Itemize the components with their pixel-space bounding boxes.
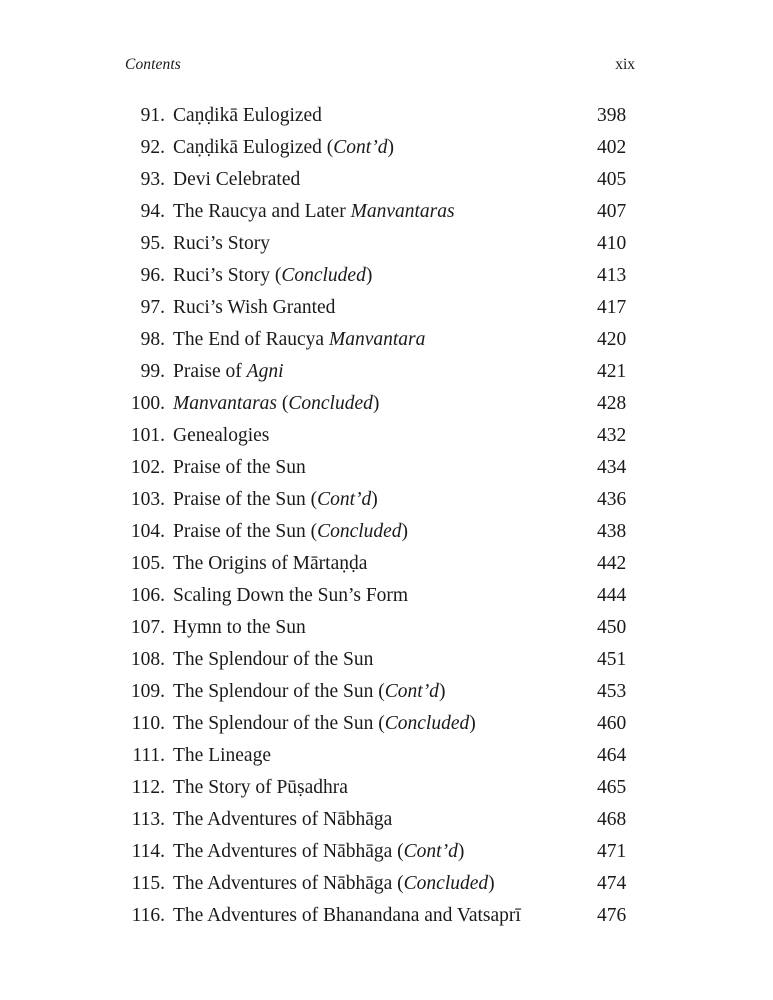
- toc-entry[interactable]: [0, 804, 773, 836]
- toc-entry[interactable]: [0, 484, 773, 516]
- toc-entry-number: 107.: [130, 617, 165, 638]
- toc-entry-title[interactable]: Devi Celebrated: [173, 169, 301, 190]
- toc-entry-title[interactable]: Praise of the Sun (Cont’d): [173, 489, 378, 510]
- toc-entry-number: 104.: [130, 521, 165, 542]
- toc-entry-title[interactable]: Caṇḍikā Eulogized: [173, 105, 322, 126]
- toc-entry-title[interactable]: Praise of the Sun (Concluded): [173, 521, 409, 542]
- toc-entry-title[interactable]: Praise of Agni: [173, 361, 284, 382]
- toc-entry-title[interactable]: The Adventures of Bhanandana and Vatsaprī: [173, 905, 521, 926]
- toc-entry-number: 103.: [130, 489, 165, 510]
- toc-entry-number: 106.: [130, 585, 165, 606]
- toc-entry-number: 114.: [131, 841, 165, 862]
- toc-entry-number: 101.: [130, 425, 165, 446]
- toc-entry-page-number: 451: [597, 649, 627, 670]
- toc-entry[interactable]: [0, 196, 773, 228]
- toc-entry-page-number: 438: [597, 521, 627, 542]
- toc-entry-number: 97.: [140, 297, 165, 318]
- running-head-title: Contents: [125, 56, 181, 73]
- toc-entry-number: 109.: [130, 681, 165, 702]
- toc-entry-number: 98.: [140, 329, 165, 350]
- table-of-contents: [0, 100, 773, 932]
- toc-entry[interactable]: [0, 580, 773, 612]
- toc-entry[interactable]: [0, 548, 773, 580]
- toc-entry-page-number: 464: [597, 745, 627, 766]
- toc-entry-title[interactable]: Ruci’s Story: [173, 233, 270, 254]
- toc-entry[interactable]: [0, 676, 773, 708]
- toc-entry[interactable]: [0, 708, 773, 740]
- toc-entry-title[interactable]: Caṇḍikā Eulogized (Cont’d): [173, 137, 394, 158]
- toc-entry-number: 108.: [130, 649, 165, 670]
- toc-entry-title[interactable]: Ruci’s Wish Granted: [173, 297, 336, 318]
- toc-entry[interactable]: [0, 260, 773, 292]
- toc-entry-number: 91.: [140, 105, 165, 126]
- toc-entry-title[interactable]: Hymn to the Sun: [173, 617, 306, 638]
- toc-entry[interactable]: [0, 324, 773, 356]
- toc-entry-page-number: 417: [597, 297, 627, 318]
- toc-entry-number: 96.: [140, 265, 165, 286]
- toc-entry-title[interactable]: The Raucya and Later Manvantaras: [173, 201, 455, 222]
- toc-entry-title[interactable]: The Splendour of the Sun: [173, 649, 374, 670]
- toc-entry-page-number: 436: [597, 489, 627, 510]
- toc-entry-title[interactable]: The Adventures of Nābhāga (Concluded): [173, 873, 495, 894]
- toc-entry-title[interactable]: Genealogies: [173, 425, 270, 446]
- toc-entry[interactable]: [0, 164, 773, 196]
- running-head: [125, 56, 635, 78]
- toc-entry-page-number: 476: [597, 905, 627, 926]
- toc-entry[interactable]: [0, 516, 773, 548]
- toc-entry-page-number: 420: [597, 329, 627, 350]
- toc-entry-page-number: 402: [597, 137, 627, 158]
- toc-entry[interactable]: [0, 132, 773, 164]
- toc-entry-page-number: 413: [597, 265, 627, 286]
- toc-entry-page-number: 465: [597, 777, 627, 798]
- toc-entry-title[interactable]: The Origins of Mārtaṇḍa: [173, 553, 368, 574]
- toc-entry-number: 99.: [140, 361, 165, 382]
- toc-entry-page-number: 410: [597, 233, 627, 254]
- toc-entry-page-number: 428: [597, 393, 627, 414]
- toc-entry-title[interactable]: The Adventures of Nābhāga: [173, 809, 393, 830]
- running-head-folio: xix: [615, 56, 635, 73]
- toc-entry-page-number: 471: [597, 841, 627, 862]
- toc-entry-page-number: 474: [597, 873, 627, 894]
- toc-entry[interactable]: [0, 900, 773, 932]
- toc-entry-page-number: 460: [597, 713, 627, 734]
- toc-entry-number: 102.: [130, 457, 165, 478]
- toc-entry-title[interactable]: The Adventures of Nābhāga (Cont’d): [173, 841, 465, 862]
- toc-entry-page-number: 407: [597, 201, 627, 222]
- toc-entry-number: 113.: [131, 809, 165, 830]
- toc-entry-number: 93.: [140, 169, 165, 190]
- toc-entry-page-number: 444: [597, 585, 627, 606]
- toc-entry-number: 92.: [140, 137, 165, 158]
- toc-entry[interactable]: [0, 868, 773, 900]
- toc-entry-page-number: 398: [597, 105, 627, 126]
- toc-entry-title[interactable]: The Splendour of the Sun (Concluded): [173, 713, 476, 734]
- toc-entry-page-number: 434: [597, 457, 627, 478]
- toc-entry-number: 110.: [131, 713, 165, 734]
- toc-entry-title[interactable]: The Splendour of the Sun (Cont’d): [173, 681, 446, 702]
- toc-entry-number: 105.: [130, 553, 165, 574]
- toc-entry-title[interactable]: The Lineage: [173, 745, 271, 766]
- toc-entry-number: 116.: [131, 905, 165, 926]
- toc-entry-number: 115.: [131, 873, 165, 894]
- toc-entry-title[interactable]: The Story of Pūṣadhra: [173, 777, 348, 798]
- toc-entry-title[interactable]: Scaling Down the Sun’s Form: [173, 585, 409, 606]
- toc-entry-title[interactable]: Ruci’s Story (Concluded): [173, 265, 373, 286]
- toc-entry[interactable]: [0, 292, 773, 324]
- toc-entry-page-number: 405: [597, 169, 627, 190]
- toc-entry-number: 100.: [130, 393, 165, 414]
- toc-entry-page-number: 421: [597, 361, 627, 382]
- toc-entry-page-number: 450: [597, 617, 627, 638]
- toc-entry[interactable]: [0, 420, 773, 452]
- toc-entry-title[interactable]: Manvantaras (Concluded): [173, 393, 380, 414]
- toc-entry[interactable]: [0, 388, 773, 420]
- toc-entry[interactable]: [0, 612, 773, 644]
- toc-entry-title[interactable]: The End of Raucya Manvantara: [173, 329, 426, 350]
- toc-entry-number: 112.: [131, 777, 165, 798]
- toc-entry-page-number: 442: [597, 553, 627, 574]
- toc-entry[interactable]: [0, 836, 773, 868]
- toc-entry[interactable]: [0, 228, 773, 260]
- toc-entry[interactable]: [0, 644, 773, 676]
- toc-entry-page-number: 453: [597, 681, 627, 702]
- toc-entry[interactable]: [0, 740, 773, 772]
- toc-entry[interactable]: [0, 452, 773, 484]
- toc-entry-page-number: 432: [597, 425, 627, 446]
- toc-entry[interactable]: [0, 100, 773, 132]
- toc-entry-title[interactable]: Praise of the Sun: [173, 457, 306, 478]
- toc-entry-number: 95.: [140, 233, 165, 254]
- toc-entry-number: 111.: [132, 745, 165, 766]
- toc-entry-page-number: 468: [597, 809, 627, 830]
- toc-entry[interactable]: [0, 356, 773, 388]
- toc-entry[interactable]: [0, 772, 773, 804]
- toc-entry-number: 94.: [140, 201, 165, 222]
